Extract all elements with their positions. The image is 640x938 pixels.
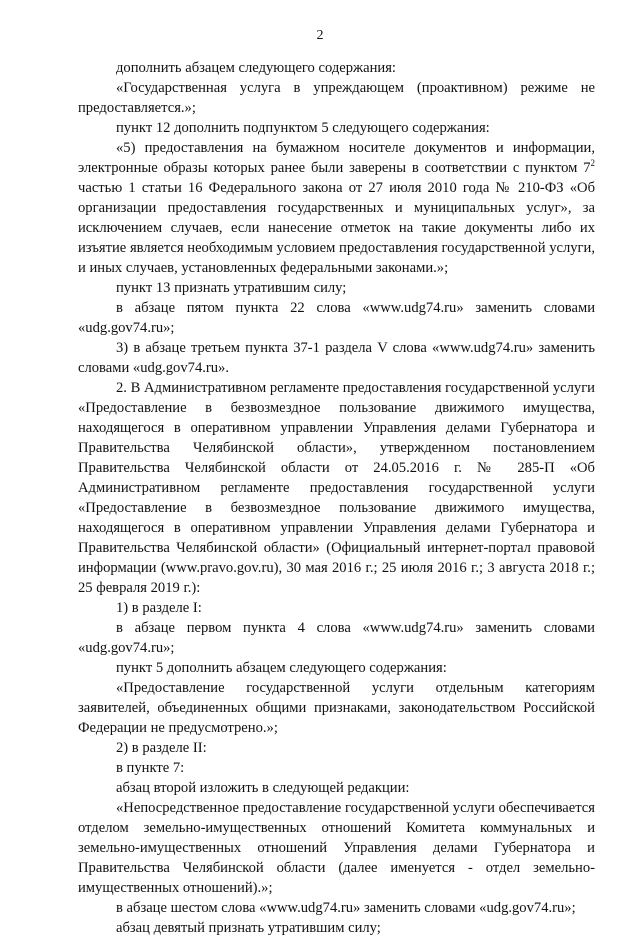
- paragraph-abzac-9: абзац девятый признать утратившим силу;: [116, 920, 381, 936]
- paragraph-abzac-2: абзац второй изложить в следующей редакции:: [116, 780, 410, 796]
- footnote-superscript: 2: [590, 158, 595, 169]
- subpoint-5-text: «5) предоставления на бумажном носителе документов и информации, электронные образы которых ранее были заверены в соответствии с пунктом 7: [78, 140, 595, 176]
- paragraph-point-7: в пункте 7:: [116, 760, 185, 776]
- paragraph-point-4: в абзаце первом пункта 4 слова «www.udg74.ru» заменить словами «udg.gov74.ru»;: [78, 620, 595, 656]
- paragraph-point-12: пункт 12 дополнить подпунктом 5 следующего содержания:: [116, 120, 490, 136]
- paragraph-direct-provision: «Непосредственное предоставление государственной услуги обеспечивается отделом земельно-имущественных отношений Комитета коммунальных и земельно-имущественных отношений Управления делами Губернатора и Правительства Челябинской области (далее именуется - отдел земельно-имущественных отношений).»;: [78, 800, 595, 896]
- paragraph-point-37-1: 3) в абзаце третьем пункта 37-1 раздела V слова «www.udg74.ru» заменить словами «udg.gov74.ru».: [78, 340, 595, 376]
- document-body: [78, 58, 595, 938]
- paragraph-point-5: пункт 5 дополнить абзацем следующего содержания:: [116, 660, 447, 676]
- subpoint-5-continuation: частью 1 статьи 16 Федерального закона от 27 июля 2010 года № 210-ФЗ «Об организации предоставления государственных и муниципальных услуг», за исключением случаев, если нанесение отметок на такие документы либо их изъятие является необходимым условием предоставления государственной услуги, и иных случаев, установленных федеральными законами.»;: [78, 180, 595, 276]
- paragraph-proactive-mode: «Государственная услуга в упреждающем (проактивном) режиме не предоставляется.»;: [78, 80, 595, 116]
- paragraph-point-13: пункт 13 признать утратившим силу;: [116, 280, 347, 296]
- paragraph-add-abzac: дополнить абзацем следующего содержания:: [116, 60, 396, 76]
- paragraph-razdel-1: 1) в разделе I:: [116, 600, 202, 616]
- paragraph-point-22: в абзаце пятом пункта 22 слова «www.udg74.ru» заменить словами «udg.gov74.ru»;: [78, 300, 595, 336]
- paragraph-categories: «Предоставление государственной услуги отдельным категориям заявителей, объединенных общими признаками, законодательством Российской Федерации не предусмотрено.»;: [78, 680, 595, 736]
- paragraph-section-2: 2. В Административном регламенте предоставления государственной услуги «Предоставление в безвозмездное пользование движимого имущества, находящегося в оперативном управлении Управления делами Губернатора и Правительства Челябинской области», утвержденном постановлением Правительства Челябинской области от 24.05.2016 г. № 285-П «Об Административном регламенте предоставления государственной услуги «Предоставление в безвозмездное пользование движимого имущества, находящегося в оперативном управлении Управления делами Губернатора и Правительства Челябинской области» (Официальный интернет-портал правовой информации (www.pravo.gov.ru), 30 мая 2016 г.; 25 июля 2016 г.; 3 августа 2018 г.; 25 февраля 2019 г.):: [78, 380, 595, 596]
- paragraph-abzac-6: в абзаце шестом слова «www.udg74.ru» заменить словами «udg.gov74.ru»;: [116, 900, 576, 916]
- paragraph-razdel-2: 2) в разделе II:: [116, 740, 207, 756]
- paragraph-subpoint-5: [78, 138, 595, 278]
- page-number: 2: [316, 28, 324, 43]
